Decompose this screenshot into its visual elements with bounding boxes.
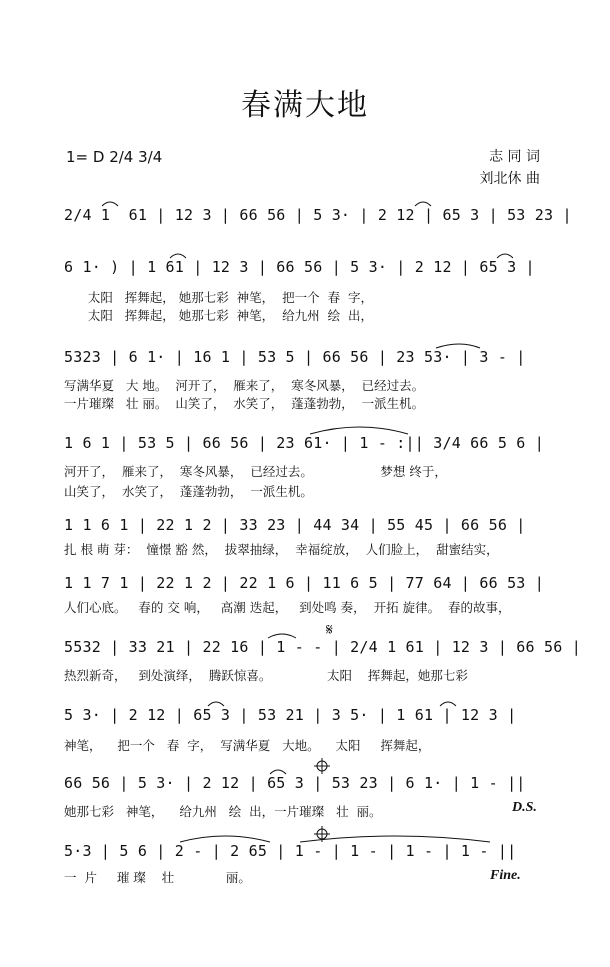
lyric-line-verse-2: 一片璀璨 壮 丽。 山笑了， 水笑了， 蓬蓬勃勃， 一派生机。 xyxy=(64,396,425,411)
slur xyxy=(310,427,408,434)
segno-sign: 𝄋 xyxy=(326,620,333,639)
slur xyxy=(300,836,490,842)
lyric-line-verse-1: 神笔， 把一个 春 字， 写满华夏 大地。 太阳 挥舞起， xyxy=(64,738,431,753)
notes-line: 2/4 1 61 | 12 3 | 66 56 | 5 3· | 2 12 | 65 3 | 53 23 | xyxy=(64,206,572,224)
slur xyxy=(180,836,270,842)
slur xyxy=(208,702,224,706)
lyric-line-verse-1: 扎 根 萌 芽： 憧憬 豁 然， 拔翠抽绿， 幸福绽放， 人们脸上， 甜蜜结实， xyxy=(64,542,499,557)
lyric-line-verse-1: 她那七彩 神笔， 给九州 绘 出，一片璀璨 壮 丽。 xyxy=(64,804,382,819)
composer-credit: 刘北休 曲 xyxy=(479,171,540,187)
ds-mark: D.S. xyxy=(512,800,537,815)
lyric-line-verse-2: 山笑了， 水笑了， 蓬蓬勃勃， 一派生机。 xyxy=(64,484,313,499)
notes-line: 6 1· ) | 1 61 | 12 3 | 66 56 | 5 3· | 2 12 | 65 3 | xyxy=(64,258,535,276)
lyric-line-verse-2: 太阳 挥舞起， 她那七彩 神笔， 给九州 绘 出， xyxy=(64,308,374,323)
slur xyxy=(497,254,513,258)
lyric-line-verse-1: 人们心底。 春的 交 响， 高潮 迭起， 到处鸣 奏， 开拓 旋律。 春的故事， xyxy=(64,600,511,615)
notes-line: 1 1 6 1 | 22 1 2 | 33 23 | 44 34 | 55 45 | 66 56 | xyxy=(64,516,526,534)
notes-line: 5323 | 6 1· | 16 1 | 53 5 | 66 56 | 23 53· | 3 - | xyxy=(64,348,526,366)
notes-line: 5·3 | 5 6 | 2 - | 2 65 | 1 - | 1 - | 1 - | 1 - || xyxy=(64,842,517,860)
notes-line: 5 3· | 2 12 | 65 3 | 53 21 | 3 5· | 1 61 | 12 3 | xyxy=(64,706,517,724)
lyric-line-verse-1: 写满华夏 大 地。 河开了， 雁来了， 寒冬风暴， 已经过去。 xyxy=(64,378,425,393)
lyricist-credit: 志 同 词 xyxy=(489,149,540,165)
slur xyxy=(436,344,480,348)
slur xyxy=(102,202,118,206)
lyric-line-verse-1: 河开了， 雁来了， 寒冬风暴， 已经过去。 梦想 终于， xyxy=(64,464,447,479)
lyric-line-verse-1: 太阳 挥舞起， 她那七彩 神笔， 把一个 春 字， xyxy=(64,290,374,305)
notes-line: 66 56 | 5 3· | 2 12 | 65 3 | 53 23 | 6 1· | 1 - || xyxy=(64,774,526,792)
song-title: 春满大地 xyxy=(241,88,369,123)
slur xyxy=(170,254,186,258)
slur xyxy=(440,702,456,706)
key-signature: 1= D 2/4 3/4 xyxy=(66,148,163,166)
lyric-line-verse-1: 一 片 璀 璨 壮 丽。 xyxy=(64,870,251,885)
slur xyxy=(268,634,296,638)
notes-line: 1 1 7 1 | 22 1 2 | 22 1 6 | 11 6 5 | 77 64 | 66 53 | xyxy=(64,574,544,592)
notes-line: 1 6 1 | 53 5 | 66 56 | 23 61· | 1 - :|| 3/4 66 5 6 | xyxy=(64,434,544,452)
fine-mark: Fine. xyxy=(490,868,521,883)
lyric-line-verse-1: 热烈新奇， 到处演绎， 腾跃惊喜。 太阳 挥舞起，她那七彩 xyxy=(64,668,468,683)
slur xyxy=(270,770,286,774)
slur xyxy=(415,202,431,206)
notes-line: 5532 | 33 21 | 22 16 | 1 - - | 2/4 1 61 | 12 3 | 66 56 | xyxy=(64,638,581,656)
